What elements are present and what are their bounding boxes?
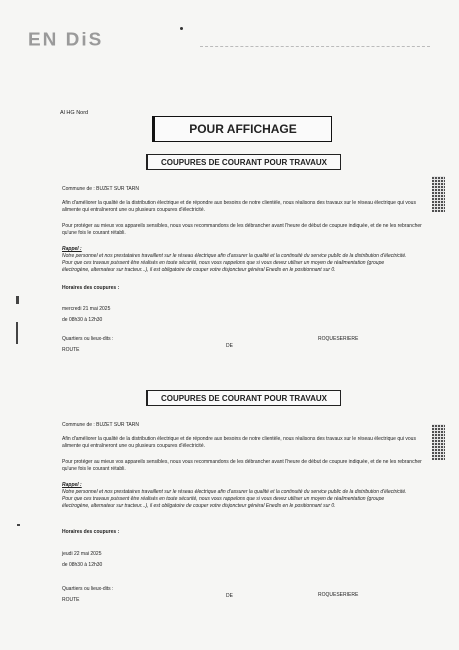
route-value: ROUTE [62, 347, 80, 353]
outage-date: mercredi 21 mai 2025 [62, 306, 111, 312]
header-rule [200, 46, 430, 47]
barcode-icon [432, 424, 445, 460]
notice-body [62, 186, 422, 361]
scan-mark [16, 322, 18, 344]
de-label: DE [226, 593, 233, 599]
outage-time: de 08h30 à 12h30 [62, 317, 103, 323]
protect-text: Pour protéger au mieux vos appareils sensibles, nous vous recommandons de les débrancher avant l'heure de début de coupure indiquée, et de ne les rebrancher qu'une fois le courant rétabli. [62, 459, 422, 472]
scan-dot [180, 27, 183, 30]
quartiers-label: Quartiers ou lieux-dits : [62, 336, 114, 342]
place-value: ROQUESERIERE [318, 336, 359, 342]
commune: Commune de : BUZET SUR TARN [62, 422, 139, 428]
intro-text: Afin d'améliorer la qualité de la distribution électrique et de répondre aux besoins de notre clientèle, nous réalisons des travaux sur le réseau électrique qui vous alimente qui entraîneront une ou plusieurs coupures d'électricité. [62, 436, 416, 449]
barcode-icon [432, 176, 445, 212]
commune: Commune de : BUZET SUR TARN [62, 186, 139, 192]
notice-title-text: COUPURES DE COURANT POUR TRAVAUX [161, 157, 327, 167]
rappel-block [62, 482, 407, 510]
affichage-banner [152, 116, 332, 142]
place-value: ROQUESERIERE [318, 592, 359, 598]
intro-text: Afin d'améliorer la qualité de la distribution électrique et de répondre aux besoins de notre clientèle, nous réalisons des travaux sur le réseau électrique qui vous alimente qui entraîneront une ou plusieurs coupures d'électricité. [62, 200, 416, 213]
de-label: DE [226, 343, 233, 349]
protect-text: Pour protéger au mieux vos appareils sensibles, nous vous recommandons de les débrancher avant l'heure de début de coupure indiquée, et de ne les rebrancher qu'une fois le courant rétabli. [62, 223, 422, 236]
horaires-label: Horaires des coupures : [62, 529, 120, 535]
notice-title [146, 390, 341, 406]
rappel-text: Notre personnel et nos prestataires travaillent sur le réseau électrique afin d'assurer la qualité et la continuité du service public de la distribution d'électricité. Pour que ces travaux puissent être réalisés en toute sécurité, nous vous rappelons que si vous devez utiliser un moyen de réalimentation (groupe électrogène, alternateur sur tracteur...), il est obligatoire de couper votre disjoncteur général Enedis en le positionnant sur 0. [62, 253, 407, 273]
scan-mark [17, 524, 20, 526]
notice-title-text: COUPURES DE COURANT POUR TRAVAUX [161, 393, 327, 403]
rappel-block [62, 246, 407, 274]
rappel-text: Notre personnel et nos prestataires travaillent sur le réseau électrique afin d'assurer la qualité et la continuité du service public de la distribution d'électricité. Pour que ces travaux puissent être réalisés en toute sécurité, nous vous rappelons que si vous devez utiliser un moyen de réalimentation (groupe électrogène, alternateur sur tracteur...), il est obligatoire de couper votre disjoncteur général Enedis en le positionnant sur 0. [62, 489, 407, 509]
rappel-title: Rappel : [62, 482, 82, 488]
scan-mark [16, 296, 19, 304]
route-value: ROUTE [62, 597, 80, 603]
quartiers-label: Quartiers ou lieux-dits : [62, 586, 114, 592]
notice-title [146, 154, 341, 170]
outage-date: jeudi 22 mai 2025 [62, 551, 102, 557]
recipient: Al HG Nord [60, 110, 89, 116]
outage-time: de 08h30 à 12h30 [62, 562, 103, 568]
horaires-label: Horaires des coupures : [62, 285, 120, 291]
notice-body [62, 422, 422, 602]
rappel-title: Rappel : [62, 246, 82, 252]
enedis-logo: EN DiS [28, 30, 104, 51]
affichage-banner-text: POUR AFFICHAGE [189, 122, 297, 136]
